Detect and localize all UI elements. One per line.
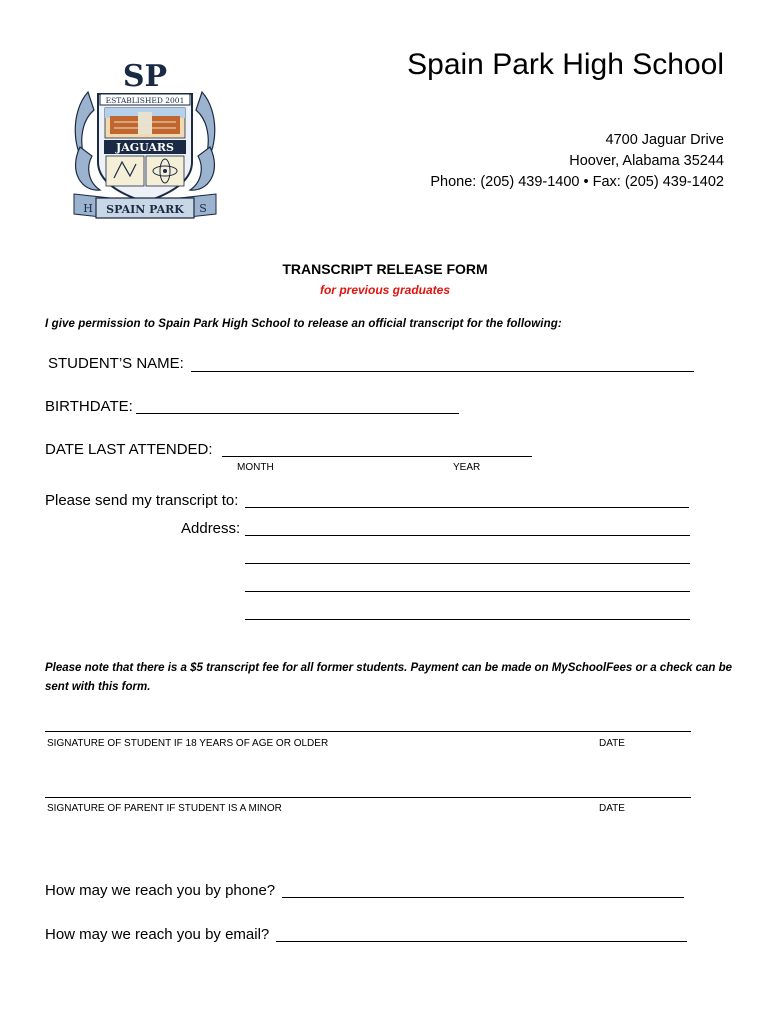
date-last-attended-label: DATE LAST ATTENDED:	[45, 441, 213, 458]
email-answer-line[interactable]	[276, 941, 687, 942]
phone-answer-line[interactable]	[282, 897, 684, 898]
address-line-1[interactable]	[245, 535, 690, 536]
address-line-3[interactable]	[245, 591, 690, 592]
email-question-label: How may we reach you by email?	[45, 926, 270, 943]
address-line-4[interactable]	[245, 619, 690, 620]
student-signature-date-caption: DATE	[599, 738, 625, 749]
logo-banner-right: S	[199, 202, 207, 215]
student-name-line[interactable]	[191, 371, 694, 372]
logo-banner-text: SPAIN PARK	[106, 203, 184, 216]
logo-initials: SP	[122, 59, 168, 94]
send-to-label: Please send my transcript to:	[45, 492, 239, 509]
logo-banner-left: H	[83, 202, 93, 215]
year-caption: YEAR	[453, 462, 481, 473]
student-signature-caption: SIGNATURE OF STUDENT IF 18 YEARS OF AGE OR OLDER	[47, 738, 329, 749]
parent-signature-date-caption: DATE	[599, 803, 625, 814]
form-title: TRANSCRIPT RELEASE FORM	[282, 261, 488, 277]
school-city: Hoover, Alabama 35244	[569, 153, 724, 169]
address-line-2[interactable]	[245, 563, 690, 564]
school-street: 4700 Jaguar Drive	[605, 132, 724, 148]
parent-signature-caption: SIGNATURE OF PARENT IF STUDENT IS A MINOR	[47, 803, 282, 814]
fee-note: Please note that there is a $5 transcript fee for all former students. Payment can be made on MySchoolFees or a check can be sent with this form.	[45, 662, 733, 693]
school-crest-logo	[70, 52, 220, 224]
permission-statement: I give permission to Spain Park High School to release an official transcript for the following:	[45, 318, 562, 330]
parent-signature-line[interactable]	[45, 797, 691, 798]
date-last-attended-line[interactable]	[222, 456, 532, 457]
student-name-label: STUDENT’S NAME:	[48, 355, 184, 372]
school-contact: Phone: (205) 439-1400 • Fax: (205) 439-1402	[430, 174, 724, 190]
form-subtitle: for previous graduates	[319, 283, 451, 297]
birthdate-label: BIRTHDATE:	[45, 398, 133, 415]
birthdate-line[interactable]	[136, 413, 459, 414]
school-name: Spain Park High School	[407, 48, 724, 81]
month-caption: MONTH	[237, 462, 274, 473]
student-signature-line[interactable]	[45, 731, 691, 732]
phone-question-label: How may we reach you by phone?	[45, 882, 276, 899]
address-label: Address:	[181, 520, 241, 537]
logo-established: ESTABLISHED 2001	[105, 96, 185, 105]
logo-mascot: JAGUARS	[115, 141, 175, 154]
send-to-line[interactable]	[245, 507, 689, 508]
